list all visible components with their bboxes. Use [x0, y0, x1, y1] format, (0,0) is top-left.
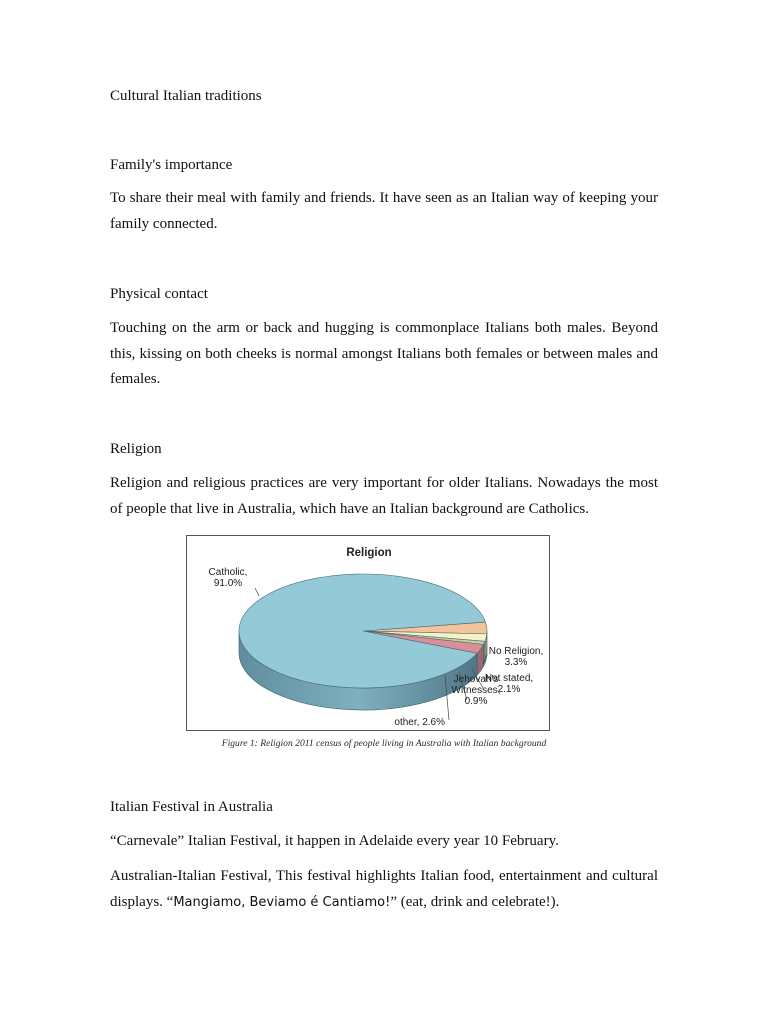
slice-other-label-line: other, 2.6%	[394, 717, 445, 728]
festival-line-carnevale: “Carnevale” Italian Festival, it happen in Adelaide every year 10 February.	[110, 833, 559, 849]
figure-caption: Figure 1: Religion 2011 census of people living in Australia with Italian background	[221, 738, 547, 749]
slice-not-stated-label-line: 2.1%	[497, 684, 521, 695]
religion-figure	[186, 535, 550, 731]
family-paragraph: To share their meal with family and friends. It have seen as an Italian way of keeping your family connected.	[110, 190, 658, 232]
slice-catholic-label-line: 91.0%	[213, 578, 243, 589]
physical-heading: Physical contact	[110, 286, 208, 302]
slice-no-religion-label-line: No Religion,	[488, 646, 544, 657]
slice-jehovahs-witnesses-label-line: Jehovah's	[453, 674, 499, 685]
slice-catholic-label-line: Catholic,	[208, 567, 248, 578]
festival-paragraph	[110, 864, 658, 915]
slice-jehovahs-witnesses-label	[452, 674, 501, 707]
festival-quote: Mangiamo, Beviamo é Cantiamo!	[173, 894, 391, 910]
slice-no-religion-label	[489, 646, 543, 668]
slice-other-label	[394, 717, 445, 728]
family-heading: Family's importance	[110, 157, 233, 173]
slice-catholic-leader-line	[255, 588, 259, 596]
festival-text-start: Australian-Italian Festival, This festival highlights Italian food, entertainment and cultural displays. “	[110, 868, 658, 910]
chart-title: Religion	[346, 547, 392, 559]
slice-not-stated-label-line: Not stated,	[484, 673, 534, 684]
festival-heading: Italian Festival in Australia	[110, 799, 273, 815]
festival-text-end: ” (eat, drink and celebrate!).	[390, 893, 560, 910]
religion-pie-chart	[187, 536, 548, 729]
slice-jehovahs-witnesses-label-line: 0.9%	[464, 696, 488, 707]
slice-jehovahs-witnesses-label-line: Witnesses,	[451, 685, 501, 696]
slice-no-religion-label-line: 3.3%	[504, 657, 528, 668]
slice-catholic-label	[209, 567, 248, 589]
document-title: Cultural Italian traditions	[110, 88, 262, 104]
physical-paragraph: Touching on the arm or back and hugging is commonplace Italians both males. Beyond this, kissing on both cheeks is normal amongst Italians both females or between males and females.	[110, 320, 658, 387]
religion-heading: Religion	[110, 441, 162, 457]
religion-paragraph: Religion and religious practices are very important for older Italians. Nowadays the most of people that live in Australia, which have an Italian background are Catholics.	[110, 475, 658, 517]
